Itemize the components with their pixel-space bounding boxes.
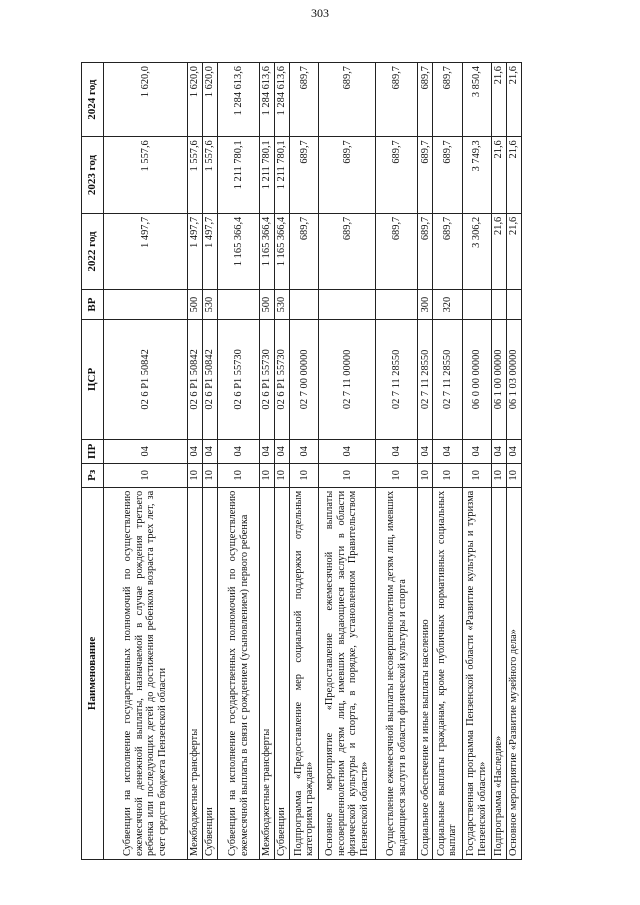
cell-vr: 530 xyxy=(275,290,290,320)
cell-y2024: 689,7 xyxy=(319,63,376,137)
cell-y2022: 1 165 366,4 xyxy=(275,213,290,290)
cell-rz: 10 xyxy=(290,463,319,487)
cell-y2023: 689,7 xyxy=(433,137,462,214)
cell-rz: 10 xyxy=(187,463,202,487)
cell-rz: 10 xyxy=(491,463,506,487)
cell-y2024: 1 284 613,6 xyxy=(260,63,275,137)
cell-y2022: 3 306,2 xyxy=(462,213,491,290)
header-2024: 2024 год xyxy=(82,63,104,137)
cell-csr: 02 6 P1 55730 xyxy=(218,319,260,439)
cell-name: Основное мероприятие «Развитие музейного дела» xyxy=(506,487,521,859)
cell-pr: 04 xyxy=(218,439,260,463)
cell-vr xyxy=(218,290,260,320)
cell-csr: 02 7 00 00000 xyxy=(290,319,319,439)
cell-name: Межбюджетные трансферты xyxy=(187,487,202,859)
cell-name: Государственная программа Пензенской области «Развитие культуры и туризма Пензенской области» xyxy=(462,487,491,859)
cell-pr: 04 xyxy=(187,439,202,463)
cell-csr: 06 1 00 00000 xyxy=(491,319,506,439)
header-name: Наименование xyxy=(82,487,104,859)
rotated-table-container xyxy=(81,62,522,860)
cell-name: Субвенции на исполнение государственных полномочий по осуществлению ежемесячной денежной выплаты, назначаемой в случае рождения третьего ребенка или последующих детей до достижения ребенком возраста трех лет, за счет средств бюджета Пензенской области xyxy=(104,487,188,859)
cell-csr: 02 6 P1 55730 xyxy=(275,319,290,439)
header-row xyxy=(82,63,104,860)
cell-y2024: 21,6 xyxy=(506,63,521,137)
cell-y2023: 3 749,3 xyxy=(462,137,491,214)
cell-vr xyxy=(506,290,521,320)
cell-vr: 530 xyxy=(203,290,218,320)
cell-y2024: 1 284 613,6 xyxy=(275,63,290,137)
cell-pr: 04 xyxy=(275,439,290,463)
cell-csr: 02 7 11 28550 xyxy=(433,319,462,439)
cell-pr: 04 xyxy=(203,439,218,463)
cell-y2023: 1 557,6 xyxy=(203,137,218,214)
header-rz: Рз xyxy=(82,463,104,487)
table-row xyxy=(506,63,521,860)
cell-rz: 10 xyxy=(260,463,275,487)
cell-y2023: 689,7 xyxy=(418,137,433,214)
table-row xyxy=(260,63,275,860)
cell-y2024: 1 620,0 xyxy=(187,63,202,137)
cell-y2022: 689,7 xyxy=(290,213,319,290)
cell-y2023: 21,6 xyxy=(506,137,521,214)
cell-y2022: 689,7 xyxy=(319,213,376,290)
table-row xyxy=(203,63,218,860)
cell-pr: 04 xyxy=(433,439,462,463)
cell-y2023: 689,7 xyxy=(290,137,319,214)
cell-rz: 10 xyxy=(433,463,462,487)
cell-rz: 10 xyxy=(418,463,433,487)
cell-y2022: 21,6 xyxy=(506,213,521,290)
cell-vr xyxy=(376,290,418,320)
cell-y2023: 1 211 780,1 xyxy=(260,137,275,214)
cell-y2023: 1 211 780,1 xyxy=(275,137,290,214)
table-row xyxy=(462,63,491,860)
cell-vr xyxy=(319,290,376,320)
table-row xyxy=(218,63,260,860)
cell-y2024: 3 850,4 xyxy=(462,63,491,137)
cell-csr: 02 7 11 00000 xyxy=(319,319,376,439)
table-row xyxy=(290,63,319,860)
cell-rz: 10 xyxy=(275,463,290,487)
cell-y2024: 1 620,0 xyxy=(203,63,218,137)
page-number: 303 xyxy=(311,6,329,20)
table-row xyxy=(433,63,462,860)
cell-y2022: 1 165 366,4 xyxy=(218,213,260,290)
header-2023: 2023 год xyxy=(82,137,104,214)
cell-rz: 10 xyxy=(376,463,418,487)
cell-y2024: 689,7 xyxy=(376,63,418,137)
cell-name: Осуществление ежемесячной выплаты несовершеннолетним детям лиц, имевших выдающиеся заслуги в области физической культуры и спорта xyxy=(376,487,418,859)
cell-y2022: 1 497,7 xyxy=(104,213,188,290)
cell-vr xyxy=(462,290,491,320)
cell-y2024: 1 620,0 xyxy=(104,63,188,137)
cell-y2022: 689,7 xyxy=(433,213,462,290)
cell-csr: 02 7 11 28550 xyxy=(376,319,418,439)
cell-pr: 04 xyxy=(319,439,376,463)
cell-csr: 02 6 P1 50842 xyxy=(104,319,188,439)
cell-vr: 500 xyxy=(260,290,275,320)
cell-y2022: 21,6 xyxy=(491,213,506,290)
cell-csr: 02 7 11 28550 xyxy=(418,319,433,439)
cell-pr: 04 xyxy=(491,439,506,463)
cell-name: Субвенции xyxy=(275,487,290,859)
header-vr: ВР xyxy=(82,290,104,320)
cell-pr: 04 xyxy=(104,439,188,463)
cell-vr: 320 xyxy=(433,290,462,320)
cell-csr: 06 0 00 00000 xyxy=(462,319,491,439)
cell-y2023: 1 211 780,1 xyxy=(218,137,260,214)
cell-csr: 06 1 03 00000 xyxy=(506,319,521,439)
cell-name: Межбюджетные трансферты xyxy=(260,487,275,859)
cell-csr: 02 6 P1 50842 xyxy=(187,319,202,439)
cell-vr xyxy=(491,290,506,320)
cell-y2023: 689,7 xyxy=(319,137,376,214)
cell-pr: 04 xyxy=(462,439,491,463)
cell-y2023: 1 557,6 xyxy=(104,137,188,214)
header-csr: ЦСР xyxy=(82,319,104,439)
cell-y2022: 1 165 366,4 xyxy=(260,213,275,290)
cell-rz: 10 xyxy=(319,463,376,487)
cell-vr: 500 xyxy=(187,290,202,320)
cell-rz: 10 xyxy=(104,463,188,487)
cell-y2024: 689,7 xyxy=(290,63,319,137)
cell-rz: 10 xyxy=(203,463,218,487)
cell-pr: 04 xyxy=(376,439,418,463)
cell-vr xyxy=(290,290,319,320)
cell-vr xyxy=(104,290,188,320)
table-row xyxy=(418,63,433,860)
cell-csr: 02 6 P1 50842 xyxy=(203,319,218,439)
table-row xyxy=(275,63,290,860)
cell-rz: 10 xyxy=(218,463,260,487)
cell-name: Подпрограмма «Предоставление мер социальной поддержки отдельным категориям граждан» xyxy=(290,487,319,859)
cell-y2022: 689,7 xyxy=(418,213,433,290)
cell-rz: 10 xyxy=(506,463,521,487)
cell-pr: 04 xyxy=(260,439,275,463)
cell-y2022: 1 497,7 xyxy=(203,213,218,290)
cell-pr: 04 xyxy=(290,439,319,463)
cell-y2022: 1 497,7 xyxy=(187,213,202,290)
cell-name: Субвенции на исполнение государственных полномочий по осуществлению ежемесячной выплаты в связи с рождением (усыновлением) первого ребенка xyxy=(218,487,260,859)
table-row xyxy=(491,63,506,860)
cell-vr: 300 xyxy=(418,290,433,320)
cell-y2024: 21,6 xyxy=(491,63,506,137)
table-row xyxy=(187,63,202,860)
table-row xyxy=(104,63,188,860)
table-row xyxy=(319,63,376,860)
cell-csr: 02 6 P1 55730 xyxy=(260,319,275,439)
header-2022: 2022 год xyxy=(82,213,104,290)
cell-name: Субвенции xyxy=(203,487,218,859)
cell-y2024: 689,7 xyxy=(433,63,462,137)
budget-table xyxy=(81,62,522,860)
header-pr: ПР xyxy=(82,439,104,463)
table-row xyxy=(376,63,418,860)
cell-y2024: 689,7 xyxy=(418,63,433,137)
cell-y2022: 689,7 xyxy=(376,213,418,290)
cell-name: Социальное обеспечение и иные выплаты населению xyxy=(418,487,433,859)
cell-pr: 04 xyxy=(418,439,433,463)
cell-y2023: 21,6 xyxy=(491,137,506,214)
cell-name: Социальные выплаты гражданам, кроме публичных нормативных социальных выплат xyxy=(433,487,462,859)
cell-name: Основное мероприятие «Предоставление ежемесячной выплаты несовершеннолетним детям лиц, имевших выдающиеся заслуги в области физической культуры и спорта, в порядке, установленном Правительством Пензенской области» xyxy=(319,487,376,859)
cell-rz: 10 xyxy=(462,463,491,487)
cell-pr: 04 xyxy=(506,439,521,463)
cell-name: Подпрограмма «Наследие» xyxy=(491,487,506,859)
cell-y2024: 1 284 613,6 xyxy=(218,63,260,137)
cell-y2023: 689,7 xyxy=(376,137,418,214)
cell-y2023: 1 557,6 xyxy=(187,137,202,214)
